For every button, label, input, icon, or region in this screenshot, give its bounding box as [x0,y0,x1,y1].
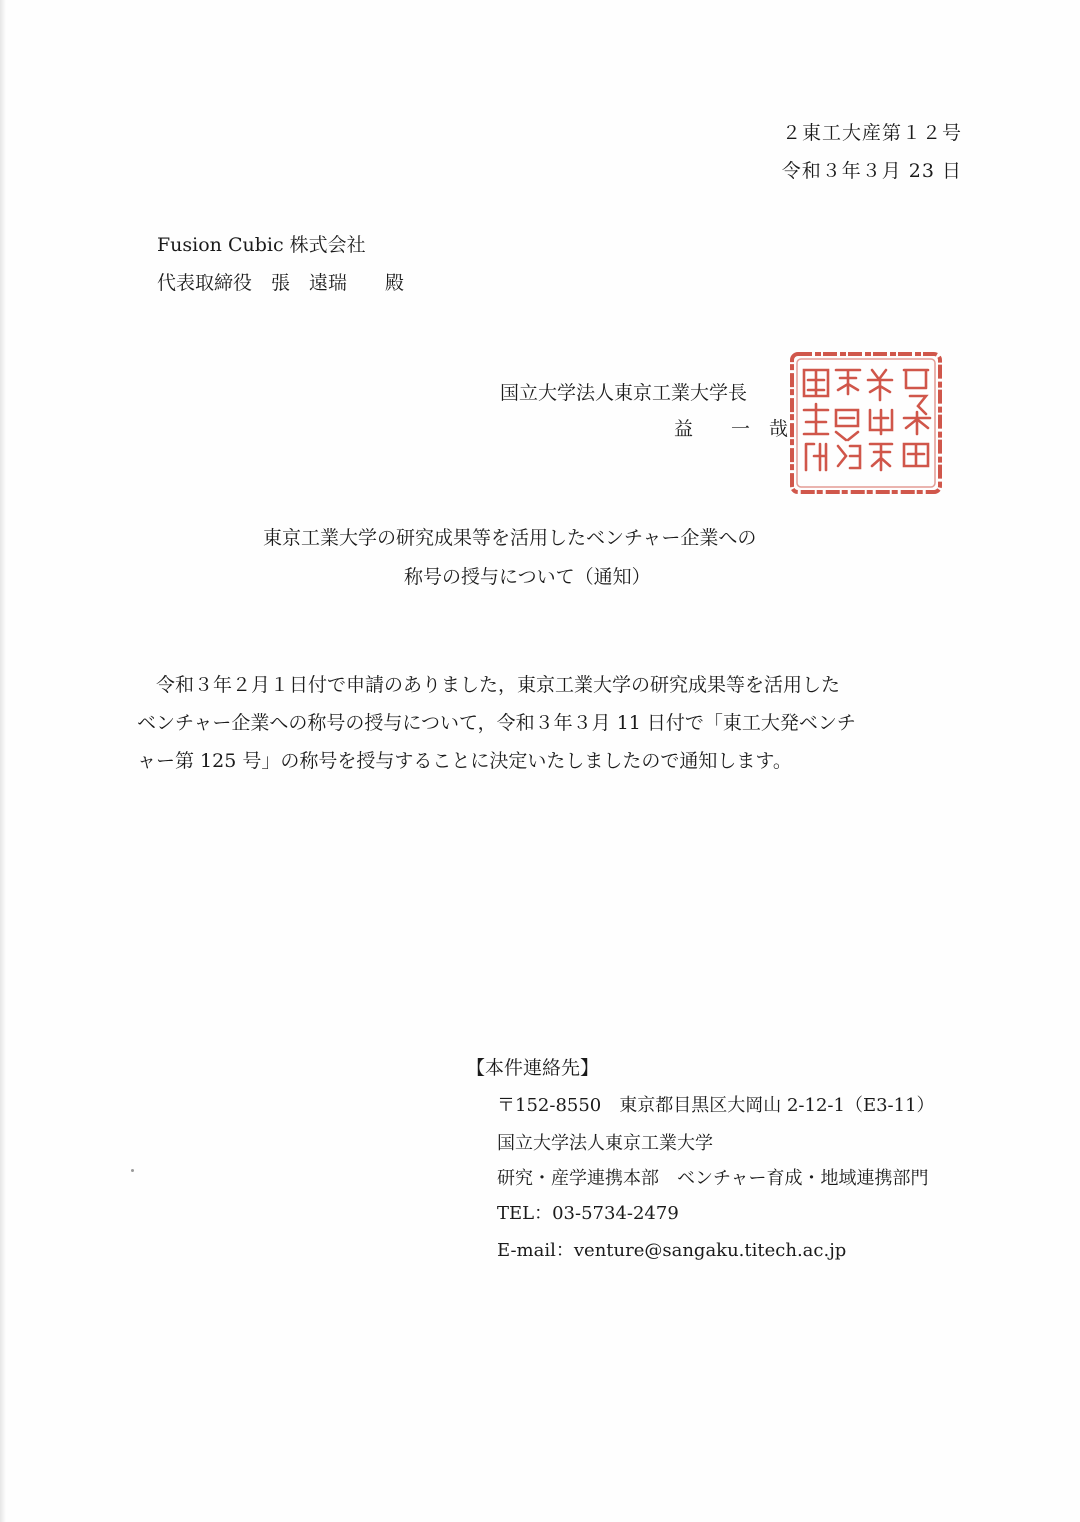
body-line-2: ベンチャー企業への称号の授与について，令和３年３月 11 日付で「東工大発ベンチ [137,712,856,734]
document-title-line-2: 称号の授与について（通知） [404,566,651,588]
recipient-company: Fusion Cubic 株式会社 [157,234,366,256]
body-line-3: ャー第 125 号」の称号を授与することに決定いたしましたので通知します。 [137,750,792,772]
document-title-line-1: 東京工業大学の研究成果等を活用したベンチャー企業への [263,527,757,549]
contact-email: E-mail：venture@sangaku.titech.ac.jp [497,1240,847,1261]
official-seal-stamp [786,348,946,498]
contact-tel: TEL：03-5734-2479 [497,1203,679,1224]
contact-department: 研究・産学連携本部 ベンチャー育成・地域連携部門 [497,1168,929,1189]
contact-heading: 【本件連絡先】 [466,1057,600,1079]
document-number: ２東工大産第１２号 [781,122,962,144]
contact-organization: 国立大学法人東京工業大学 [497,1133,713,1154]
contact-address: 〒152-8550 東京都目黒区大岡山 2-12-1（E3-11） [497,1095,935,1116]
body-line-1: 令和３年２月１日付で申請のありました，東京工業大学の研究成果等を活用した [156,674,841,696]
scan-edge-shadow [0,0,6,1522]
sender-organization: 国立大学法人東京工業大学長 [500,382,748,404]
recipient-name: 代表取締役 張 遠瑞 殿 [157,272,405,294]
document-date: 令和３年３月 23 日 [781,160,962,182]
scan-speck [131,1169,134,1172]
body-text [137,666,967,780]
sender-name: 益 一 哉 [674,418,789,440]
